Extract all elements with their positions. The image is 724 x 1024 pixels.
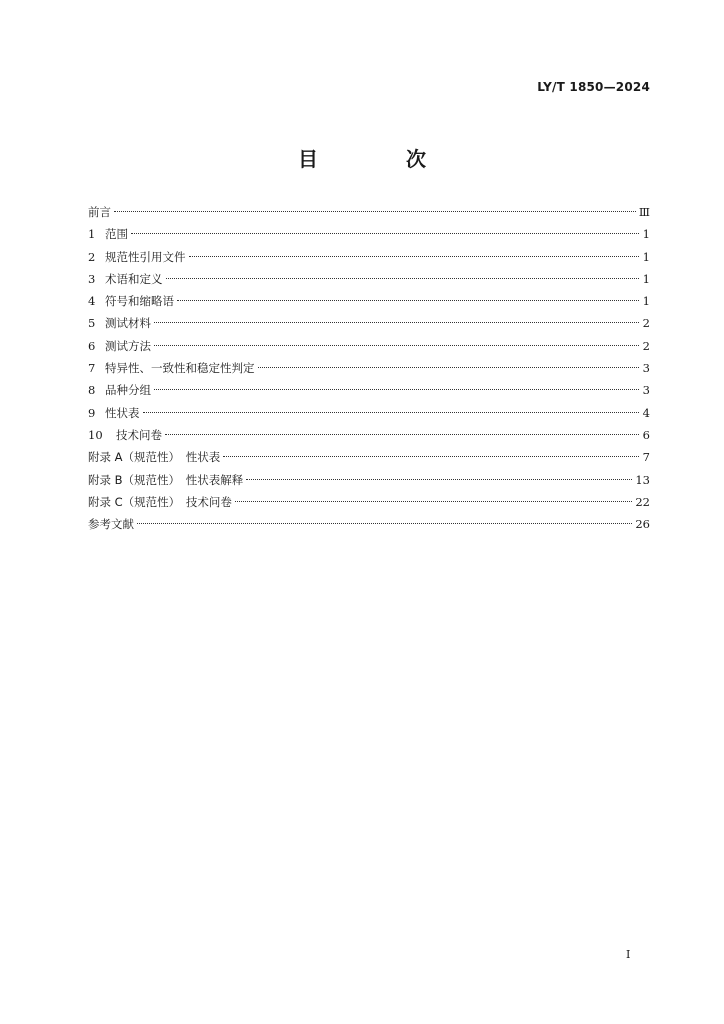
toc-entry-annex-c[interactable] [88,491,650,513]
toc-entry-page: 1 [642,271,650,286]
toc-leader-dots [223,456,639,457]
toc-entry-label: 性状表 [105,405,140,420]
toc-entry-page: 13 [635,472,650,487]
toc-leader-dots [131,233,639,234]
toc-entry-terms-definitions[interactable] [88,268,650,290]
toc-entry-technical-questionnaire[interactable] [88,424,650,446]
toc-entry-number: 3 [88,271,96,286]
toc-entry-label: 术语和定义 [105,271,163,286]
toc-leader-dots [143,412,640,413]
toc-entry-page: 1 [642,294,650,309]
toc-leader-dots [166,278,640,279]
toc-entry-number: 9 [88,405,96,420]
toc-entry-label: 技术问卷 [116,427,162,442]
toc-entry-label: 附录 C（规范性） 技术问卷 [88,494,232,509]
page-title: 目 次 [298,147,460,171]
toc-entry-number: 7 [88,361,96,376]
toc-leader-dots [154,322,639,323]
toc-leader-dots [177,300,639,301]
toc-entry-variety-grouping[interactable] [88,379,650,401]
toc-leader-dots [114,211,636,212]
toc-entry-test-methods[interactable] [88,335,650,357]
toc-entry-number: 1 [88,227,96,242]
toc-leader-dots [154,345,639,346]
toc-entry-annex-a[interactable] [88,446,650,468]
toc-leader-dots [165,434,639,435]
toc-entry-label: 测试方法 [105,338,151,353]
toc-entry-page: 26 [635,517,650,532]
toc-entry-number: 5 [88,316,96,331]
toc-entry-dus-judgement[interactable] [88,357,650,379]
toc-entry-page: 2 [642,316,650,331]
toc-entry-label: 测试材料 [105,316,151,331]
toc-entry-page: 3 [642,383,650,398]
toc-entry-label: 附录 B（规范性） 性状表解释 [88,472,244,487]
toc-entry-page: 3 [642,361,650,376]
toc-entry-label: 特异性、一致性和稳定性判定 [105,361,255,376]
toc-entry-normative-references[interactable] [88,246,650,268]
toc-leader-dots [189,256,640,257]
toc-entry-label: 前言 [88,205,111,219]
toc-entry-page: 4 [642,405,650,420]
toc-entry-test-materials[interactable] [88,312,650,334]
toc-entry-page: 7 [642,450,650,465]
toc-entry-page: 6 [642,427,650,442]
table-of-contents [88,201,650,535]
toc-entry-characteristics-table[interactable] [88,402,650,424]
toc-entry-label: 参考文献 [88,517,134,532]
toc-leader-dots [154,389,639,390]
toc-entry-foreword[interactable] [88,201,650,223]
standard-code: LY/T 1850—2024 [537,80,650,94]
toc-entry-page: 1 [642,249,650,264]
toc-entry-number: 10 [88,427,103,442]
toc-entry-label: 规范性引用文件 [105,249,186,264]
toc-entry-number: 4 [88,294,96,309]
toc-entry-label: 品种分组 [105,383,151,398]
page-number: I [626,948,631,961]
toc-entry-label: 范围 [105,227,128,242]
toc-entry-symbols-abbreviations[interactable] [88,290,650,312]
toc-entry-label: 符号和缩略语 [105,294,174,309]
toc-entry-scope[interactable] [88,223,650,245]
toc-entry-page: 22 [635,494,650,509]
toc-entry-label: 附录 A（规范性） 性状表 [88,450,221,465]
toc-leader-dots [235,501,632,502]
toc-leader-dots [258,367,640,368]
toc-entry-number: 6 [88,338,96,353]
toc-leader-dots [246,479,632,480]
toc-leader-dots [137,523,632,524]
toc-entry-page: 1 [642,227,650,242]
toc-entry-page: Ⅲ [638,205,650,219]
toc-entry-number: 2 [88,249,96,264]
toc-entry-page: 2 [642,338,650,353]
toc-entry-bibliography[interactable] [88,513,650,535]
toc-entry-annex-b[interactable] [88,469,650,491]
toc-entry-number: 8 [88,383,96,398]
